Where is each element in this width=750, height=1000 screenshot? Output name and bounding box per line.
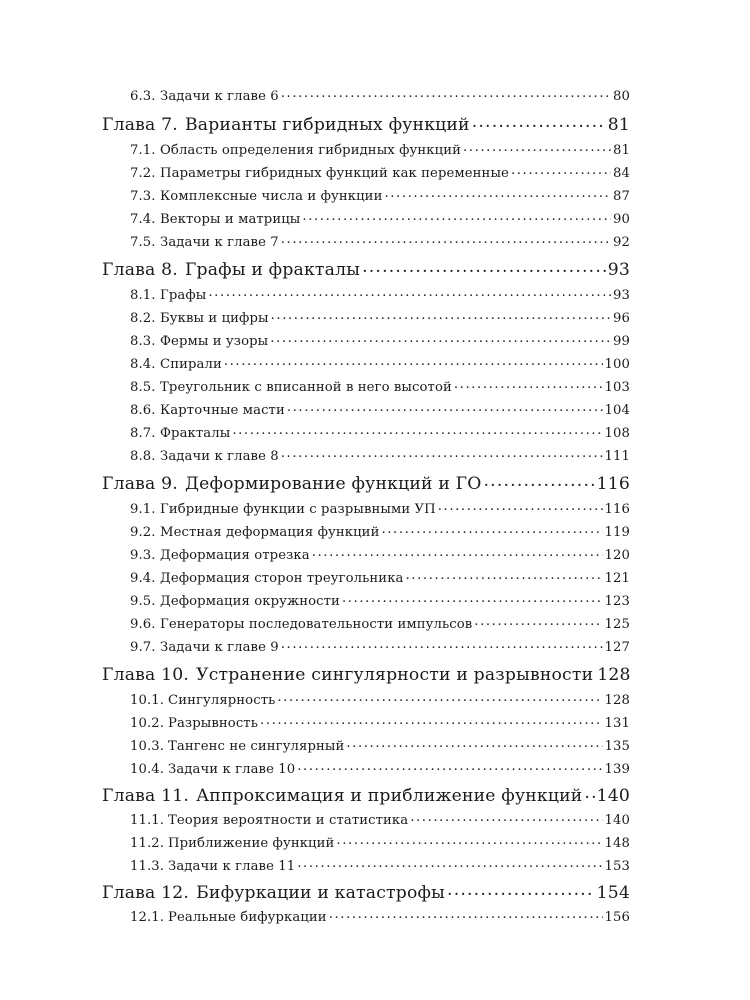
toc-section-row (130, 87, 630, 104)
page-number: 131 (604, 716, 630, 732)
section-title: Векторы и матрицы (160, 212, 301, 228)
chapter-label: Глава 11. (102, 786, 190, 807)
toc-section-row (130, 523, 630, 540)
leader-dots (281, 87, 611, 100)
page-number: 127 (604, 640, 630, 656)
leader-dots (336, 834, 602, 847)
toc-section-row (130, 569, 630, 586)
leader-dots (302, 210, 611, 223)
page-number: 139 (604, 762, 630, 778)
section-number: 7.5. (130, 235, 156, 251)
page-number: 111 (604, 449, 630, 465)
section-title: Приближение функций (168, 836, 335, 852)
section-title: Графы (160, 288, 207, 304)
chapter-title: Деформирование функций и ГО (184, 474, 482, 495)
section-number: 8.1. (130, 288, 156, 304)
toc-section-row (130, 691, 630, 708)
page-number: 84 (613, 166, 630, 182)
section-title: Задачи к главе 8 (160, 449, 279, 465)
section-number: 8.6. (130, 403, 156, 419)
section-title: Деформация окружности (160, 594, 340, 610)
leader-dots (484, 472, 595, 489)
section-number: 8.8. (130, 449, 156, 465)
leader-dots (438, 500, 603, 513)
toc-section-row (130, 309, 630, 326)
page-number: 154 (596, 883, 630, 904)
chapter-label: Глава 10. (102, 665, 190, 686)
section-number: 9.6. (130, 617, 156, 633)
page-number: 81 (613, 143, 630, 159)
toc-section-row (130, 332, 630, 349)
section-number: 11.1. (130, 813, 165, 829)
section-number: 8.3. (130, 334, 156, 350)
toc-section-row (130, 546, 630, 563)
section-number: 9.3. (130, 548, 156, 564)
section-title: Комплексные числа и функции (160, 189, 383, 205)
chapter-label: Глава 9. (102, 474, 178, 495)
page-number: 119 (604, 525, 630, 541)
toc-section-row (130, 737, 630, 754)
page-number: 96 (613, 311, 630, 327)
page-number: 108 (604, 426, 630, 442)
section-title: Фермы и узоры (160, 334, 269, 350)
section-number: 9.5. (130, 594, 156, 610)
section-title: Карточные масти (160, 403, 285, 419)
page-number: 116 (604, 502, 630, 518)
leader-dots (287, 401, 603, 414)
leader-dots (384, 187, 611, 200)
leader-dots (224, 355, 603, 368)
section-number: 8.4. (130, 357, 156, 373)
page-number: 103 (604, 380, 630, 396)
leader-dots (270, 332, 611, 345)
page-number: 125 (604, 617, 630, 633)
leader-dots (472, 113, 606, 130)
toc-section-row (130, 141, 630, 158)
page-number: 128 (604, 693, 630, 709)
toc-section-row (130, 378, 630, 395)
page-number: 93 (613, 288, 630, 304)
section-number: 9.4. (130, 571, 156, 587)
toc-section-row (130, 592, 630, 609)
leader-dots (208, 286, 611, 299)
section-number: 8.5. (130, 380, 156, 396)
section-number: 12.1. (130, 910, 165, 926)
section-title: Задачи к главе 6 (160, 89, 279, 105)
chapter-label: Глава 8. (102, 260, 178, 281)
section-title: Тангенс не сингулярный (168, 739, 345, 755)
toc-chapter-row (102, 881, 630, 903)
leader-dots (410, 811, 602, 824)
section-number: 7.2. (130, 166, 156, 182)
section-title: Спирали (160, 357, 222, 373)
leader-dots (474, 615, 602, 628)
page-number: 140 (596, 786, 630, 807)
page-number: 81 (607, 115, 630, 136)
toc-section-row (130, 286, 630, 303)
leader-dots (447, 881, 595, 898)
toc-chapter-row (102, 258, 630, 280)
section-title: Область определения гибридных функций (160, 143, 461, 159)
chapter-title: Варианты гибридных функций (184, 115, 470, 136)
page-number: 104 (604, 403, 630, 419)
toc-section-row (130, 164, 630, 181)
toc-section-row (130, 811, 630, 828)
leader-dots (281, 233, 611, 246)
leader-dots (329, 908, 603, 921)
section-title: Сингулярность (168, 693, 276, 709)
toc-section-row (130, 714, 630, 731)
section-number: 10.2. (130, 716, 165, 732)
page-number: 135 (604, 739, 630, 755)
section-title: Задачи к главе 10 (168, 762, 296, 778)
section-title: Деформация сторон треугольника (160, 571, 404, 587)
leader-dots (271, 309, 611, 322)
leader-dots (406, 569, 603, 582)
section-number: 10.3. (130, 739, 165, 755)
toc-section-row (130, 187, 630, 204)
chapter-title: Графы и фракталы (184, 260, 361, 281)
toc-section-row (130, 355, 630, 372)
section-title: Задачи к главе 11 (168, 859, 296, 875)
leader-dots (511, 164, 611, 177)
section-title: Теория вероятности и статистика (168, 813, 409, 829)
section-title: Фракталы (160, 426, 231, 442)
section-title: Задачи к главе 7 (160, 235, 279, 251)
leader-dots (281, 638, 603, 651)
leader-dots (346, 737, 602, 750)
page-number: 148 (604, 836, 630, 852)
chapter-label: Глава 12. (102, 883, 190, 904)
section-number: 8.2. (130, 311, 156, 327)
toc-chapter-row (102, 472, 630, 494)
page-number: 80 (613, 89, 630, 105)
section-number: 6.3. (130, 89, 156, 105)
leader-dots (281, 447, 603, 460)
toc-section-row (130, 857, 630, 874)
section-number: 11.2. (130, 836, 165, 852)
leader-dots (362, 258, 606, 275)
toc-chapter-row (102, 784, 630, 806)
page-number: 153 (604, 859, 630, 875)
section-number: 7.1. (130, 143, 156, 159)
section-title: Реальные бифуркации (168, 910, 327, 926)
toc-section-row (130, 834, 630, 851)
section-title: Параметры гибридных функций как переменные (160, 166, 509, 182)
toc-section-row (130, 760, 630, 777)
section-title: Буквы и цифры (160, 311, 269, 327)
leader-dots (277, 691, 602, 704)
page-number: 121 (604, 571, 630, 587)
page-number: 90 (613, 212, 630, 228)
leader-dots (463, 141, 611, 154)
section-title: Генераторы последовательности импульсов (160, 617, 473, 633)
section-number: 11.3. (130, 859, 165, 875)
leader-dots (260, 714, 603, 727)
chapter-label: Глава 7. (102, 115, 178, 136)
section-title: Задачи к главе 9 (160, 640, 279, 656)
page-number: 100 (604, 357, 630, 373)
chapter-title: Бифуркации и катастрофы (196, 883, 446, 904)
toc-section-row (130, 233, 630, 250)
toc-section-row (130, 424, 630, 441)
page-number: 87 (613, 189, 630, 205)
page-number: 140 (604, 813, 630, 829)
toc-section-row (130, 447, 630, 464)
section-number: 7.4. (130, 212, 156, 228)
leader-dots (381, 523, 602, 536)
section-number: 8.7. (130, 426, 156, 442)
toc-chapter-row (102, 663, 630, 685)
section-title: Гибридные функции с разрывными УП (160, 502, 436, 518)
section-title: Разрывность (168, 716, 258, 732)
page-number: 128 (597, 665, 631, 686)
page-number: 116 (596, 474, 630, 495)
section-number: 9.2. (130, 525, 156, 541)
toc-section-row (130, 908, 630, 925)
chapter-title: Устранение сингулярности и разрывности (196, 665, 594, 686)
toc-chapter-row (102, 113, 630, 135)
section-number: 10.1. (130, 693, 165, 709)
section-number: 9.7. (130, 640, 156, 656)
section-title: Треугольник с вписанной в него высотой (160, 380, 452, 396)
section-number: 7.3. (130, 189, 156, 205)
leader-dots (312, 546, 603, 559)
section-number: 9.1. (130, 502, 156, 518)
leader-dots (297, 857, 602, 870)
chapter-title: Аппроксимация и приближение функций (196, 786, 583, 807)
leader-dots (342, 592, 603, 605)
page-number: 93 (607, 260, 630, 281)
section-number: 10.4. (130, 762, 165, 778)
toc-section-row (130, 638, 630, 655)
section-title: Местная деформация функций (160, 525, 380, 541)
page-number: 123 (604, 594, 630, 610)
leader-dots (297, 760, 602, 773)
toc-section-row (130, 500, 630, 517)
page-number: 156 (604, 910, 630, 926)
leader-dots (454, 378, 603, 391)
page-number: 92 (613, 235, 630, 251)
section-title: Деформация отрезка (160, 548, 310, 564)
toc-section-row (130, 615, 630, 632)
leader-dots (232, 424, 602, 437)
toc-section-row (130, 401, 630, 418)
toc-section-row (130, 210, 630, 227)
page-number: 120 (604, 548, 630, 564)
leader-dots (584, 784, 594, 801)
page-number: 99 (613, 334, 630, 350)
